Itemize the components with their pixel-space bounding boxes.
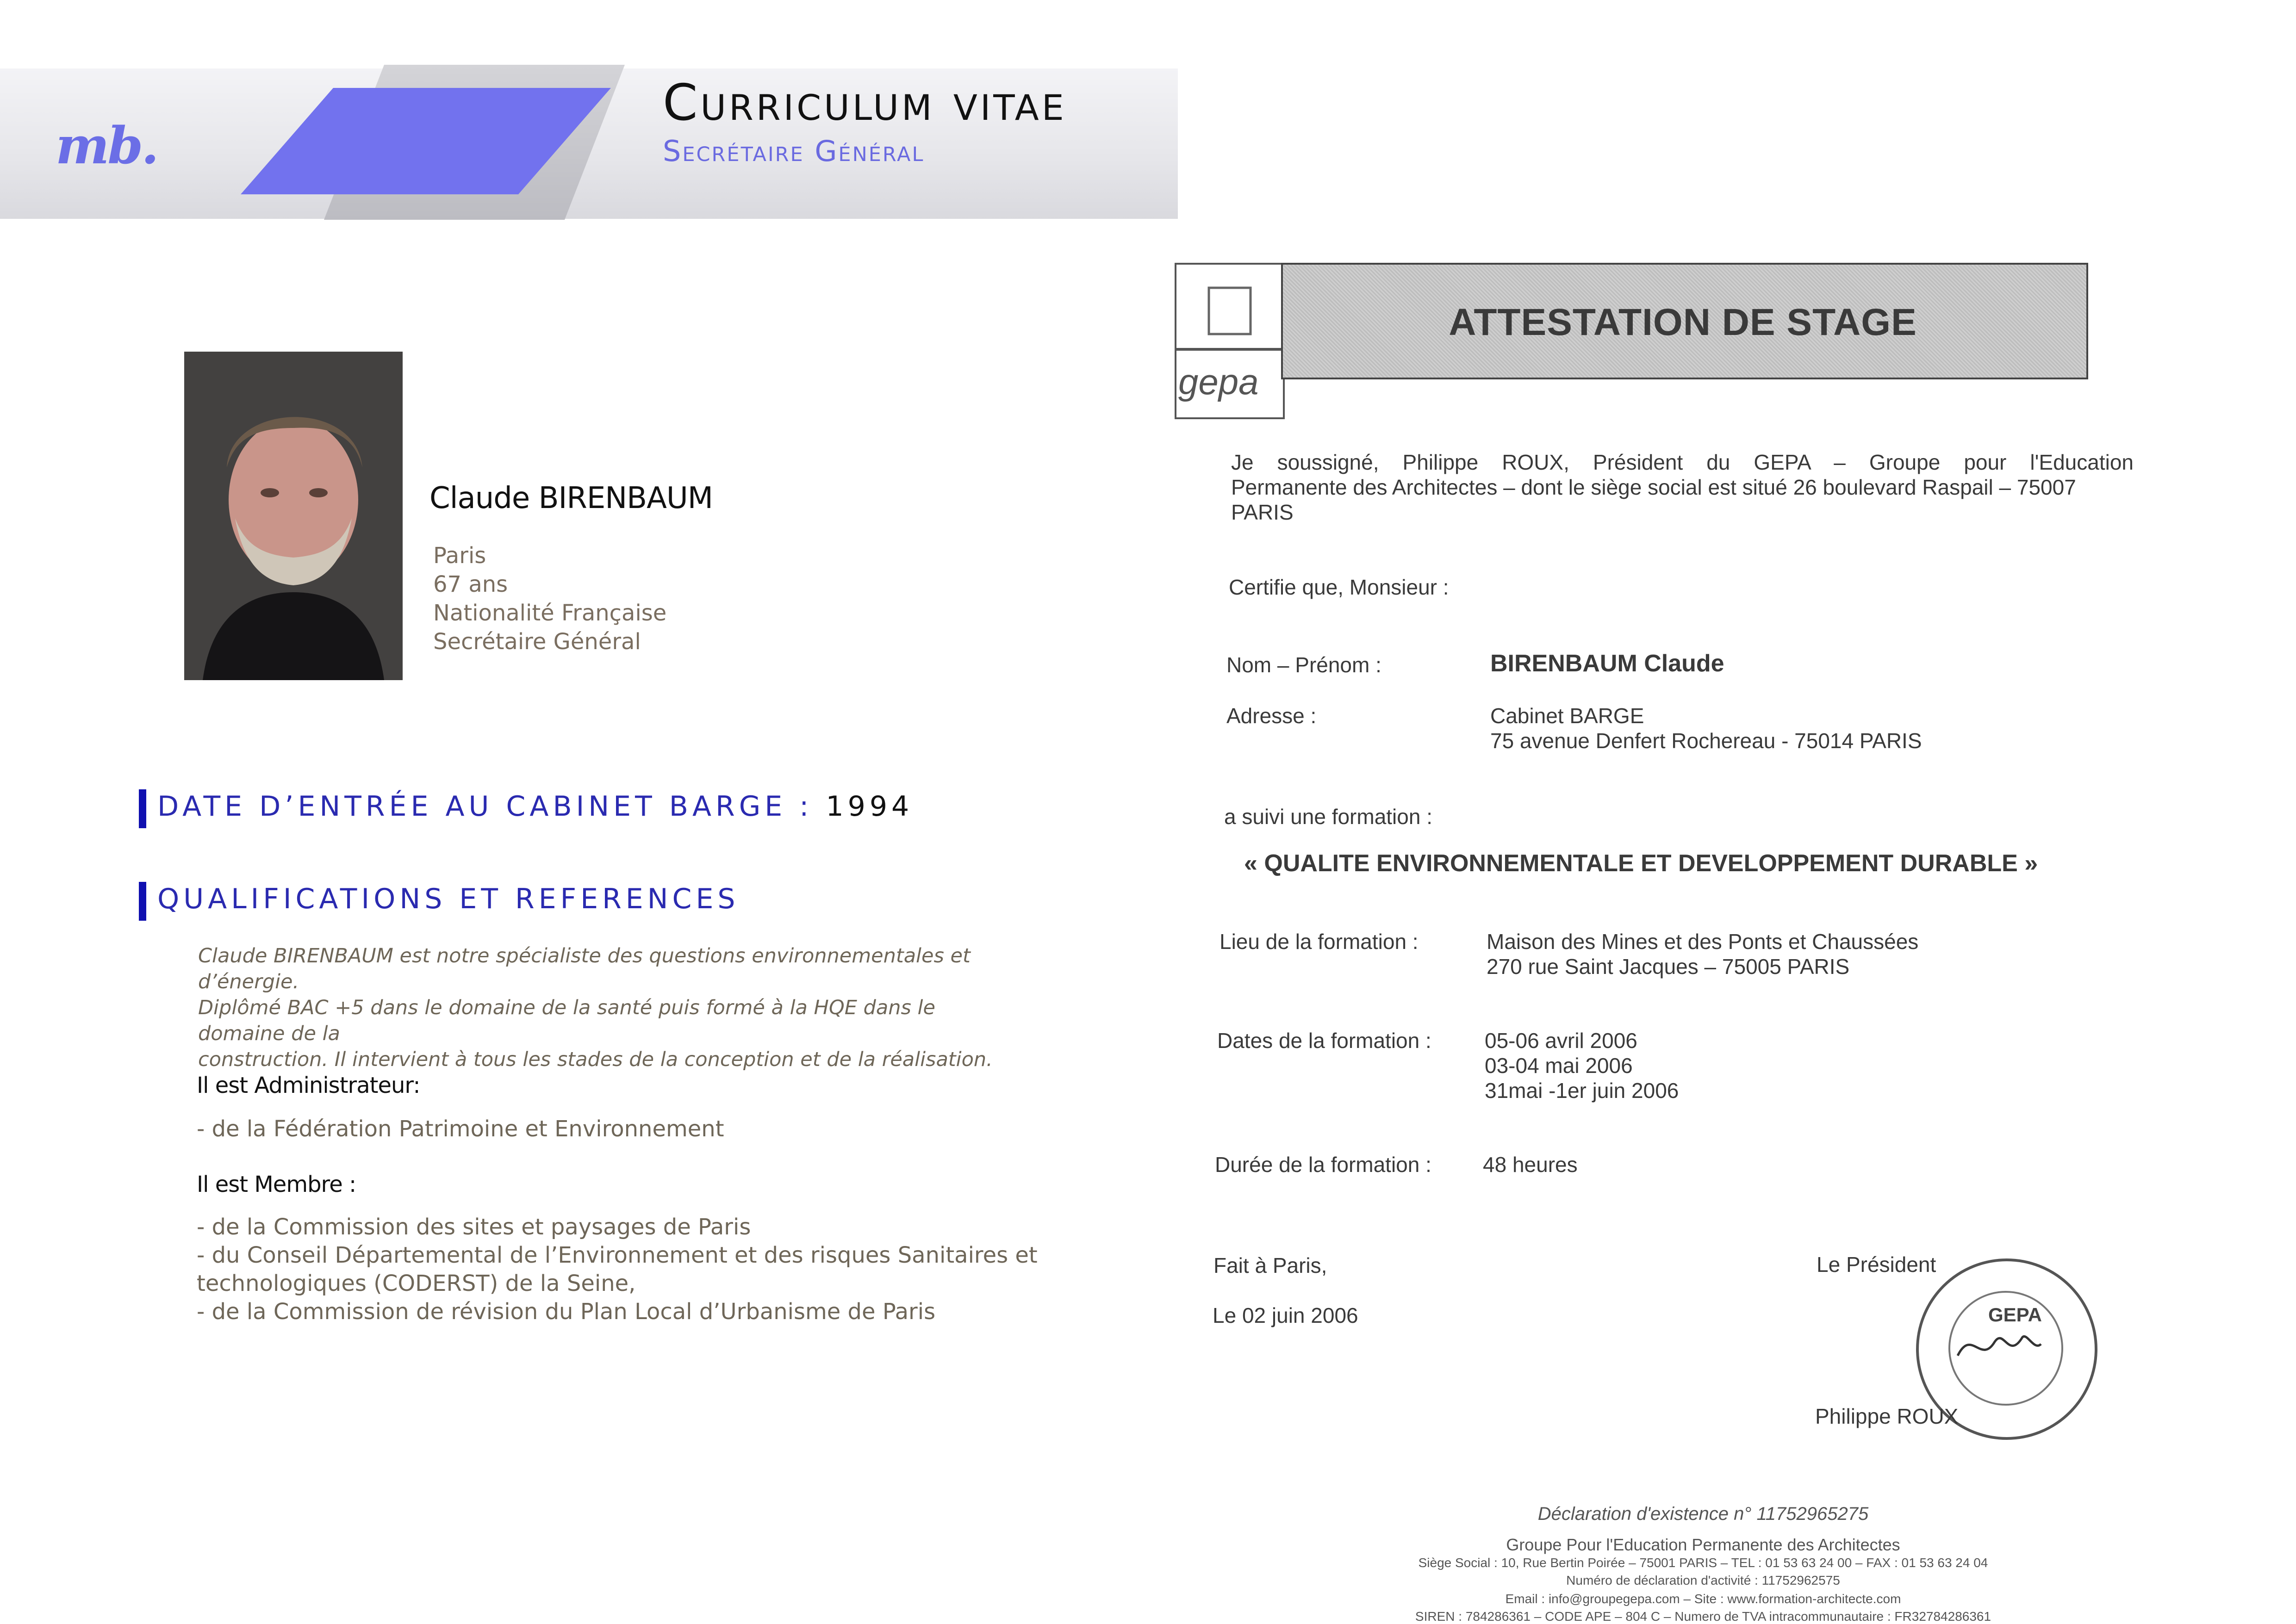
formation-title: « QUALITE ENVIRONNEMENTALE ET DEVELOPPEMENT DURABLE »: [1244, 850, 2038, 877]
admin-item: - de la Fédération Patrimoine et Environnement: [197, 1116, 724, 1142]
date-line: 03-04 mai 2006: [1485, 1054, 1633, 1078]
admin-list: [197, 1115, 724, 1143]
member-item: technologiques (CODERST) de la Seine,: [197, 1271, 636, 1296]
profile-age: 67 ans: [433, 571, 508, 597]
footer-activity: Numéro de déclaration d'activité : 11752962575: [1566, 1573, 1840, 1587]
member-item: - de la Commission des sites et paysages de Paris: [197, 1214, 751, 1240]
profile-details: [433, 541, 666, 656]
adresse-value: [1490, 703, 1922, 753]
dates-value: [1485, 1028, 1679, 1103]
qualifications-line: construction. Il intervient à tous les stades de la conception et de la réalisation.: [198, 1048, 993, 1071]
profile-city: Paris: [433, 543, 486, 569]
footer-contact: Email : info@groupegepa.com – Site : www.formation-architecte.com: [1505, 1592, 1901, 1606]
intro-line: PARIS: [1231, 500, 1294, 524]
footer-declaration: Déclaration d'existence n° 11752965275: [1537, 1504, 1869, 1524]
cv-title: Curriculum vitae: [663, 74, 1067, 132]
duree-label: Durée de la formation :: [1215, 1153, 1431, 1177]
section-marker: [139, 882, 146, 921]
signer-title: Le Président: [1817, 1252, 1936, 1277]
adresse-label: Adresse :: [1226, 704, 1317, 728]
member-list: [197, 1213, 1038, 1326]
member-item: - de la Commission de révision du Plan Local d’Urbanisme de Paris: [197, 1299, 936, 1325]
date-line: 31mai -1er juin 2006: [1485, 1079, 1679, 1103]
profile-role: Secrétaire Général: [433, 629, 641, 655]
fait-text: Fait à Paris,: [1213, 1253, 1327, 1277]
qualifications-line: Claude BIRENBAUM est notre spécialiste des questions environnementales et d’énergie.: [198, 944, 971, 993]
date-line: 05-06 avril 2006: [1485, 1029, 1637, 1053]
section-marker: [139, 789, 146, 828]
footer-siren: SIREN : 784286361 – CODE APE – 804 C – Numero de TVA intracommunautaire : FR32784286361: [1415, 1609, 1991, 1624]
company-logo: mb.: [56, 116, 157, 175]
attestation-intro: [1231, 450, 2134, 525]
lieu-label: Lieu de la formation :: [1220, 930, 1419, 954]
profile-name: Claude BIRENBAUM: [429, 481, 713, 515]
admin-heading: Il est Administrateur:: [197, 1072, 420, 1098]
profile-nationality: Nationalité Française: [433, 600, 667, 626]
footer-address: Siège Social : 10, Rue Bertin Poirée – 75001 PARIS – TEL : 01 53 63 24 00 – FAX : 01 53 63 24 04: [1418, 1556, 1988, 1570]
member-item: - du Conseil Départemental de l’Environnement et des risques Sanitaires et: [197, 1242, 1038, 1268]
gepa-logo: gepa: [1178, 361, 1259, 402]
member-heading: Il est Membre :: [197, 1172, 356, 1197]
certifie-text: Certifie que, Monsieur :: [1229, 575, 1449, 599]
entry-date-heading: [157, 790, 913, 823]
nom-value: BIRENBAUM Claude: [1490, 650, 1724, 677]
footer-org: Groupe Pour l'Education Permanente des Architectes: [1506, 1535, 1900, 1554]
lieu-value: [1487, 929, 1918, 979]
entry-date-label: DATE D’ENTRÉE AU CABINET BARGE :: [157, 790, 826, 823]
duree-value: 48 heures: [1483, 1153, 1578, 1177]
fait-date: Le 02 juin 2006: [1213, 1303, 1358, 1327]
lieu-line: 270 rue Saint Jacques – 75005 PARIS: [1487, 955, 1850, 979]
qualifications-line: Diplômé BAC +5 dans le domaine de la santé puis formé à la HQE dans le domaine de la: [198, 996, 935, 1045]
attestation-title: ATTESTATION DE STAGE: [1449, 301, 1917, 343]
entry-date-value: 1994: [826, 790, 914, 823]
profile-photo: [184, 352, 403, 680]
adresse-line: Cabinet BARGE: [1490, 704, 1644, 728]
lieu-line: Maison des Mines et des Ponts et Chaussées: [1487, 930, 1919, 954]
suivi-text: a suivi une formation :: [1224, 805, 1433, 829]
intro-line: Je soussigné, Philippe ROUX, Président du GEPA – Groupe pour l'Education: [1231, 450, 2134, 474]
stamp-text: GEPA: [1988, 1304, 2042, 1326]
cv-subtitle: Secrétaire Général: [663, 134, 925, 168]
adresse-line: 75 avenue Denfert Rochereau - 75014 PARIS: [1490, 729, 1922, 753]
signer-name: Philippe ROUX: [1815, 1404, 1959, 1428]
qualifications-paragraph: [198, 943, 1022, 1072]
qualifications-heading: QUALIFICATIONS ET REFERENCES: [157, 883, 740, 915]
signature: [1953, 1323, 2046, 1370]
intro-line: Permanente des Architectes – dont le siège social est situé 26 boulevard Raspail – 75007: [1231, 475, 2076, 499]
dates-label: Dates de la formation :: [1217, 1029, 1431, 1053]
nom-label: Nom – Prénom :: [1226, 653, 1381, 677]
